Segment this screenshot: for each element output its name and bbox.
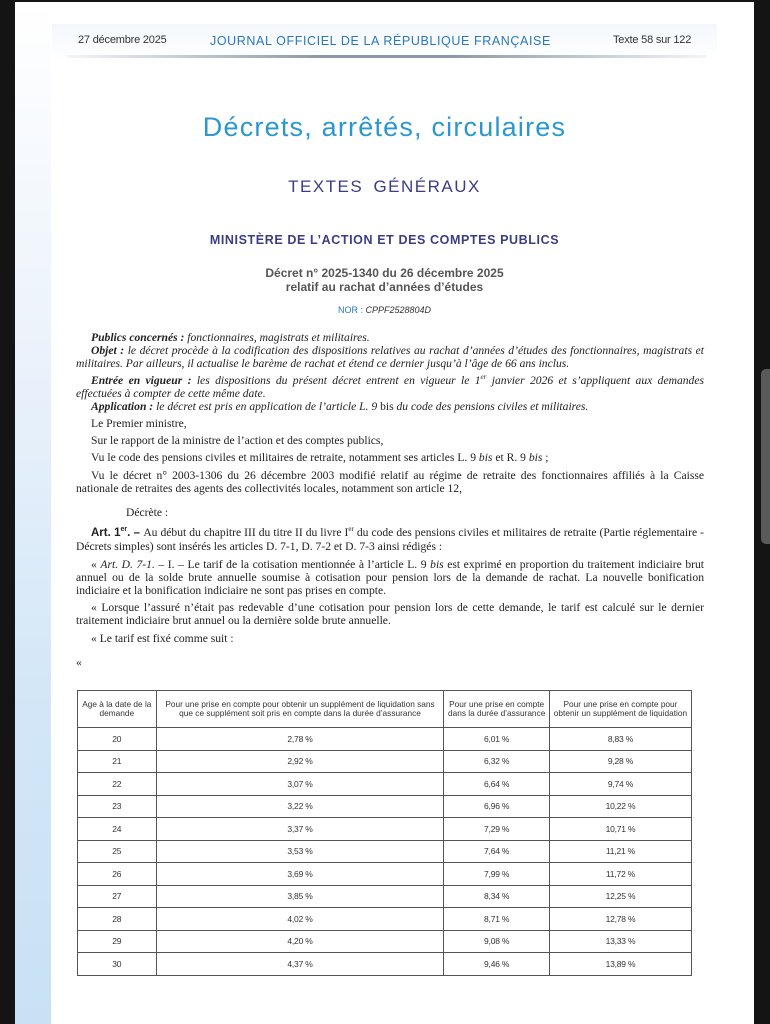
header-journal-name: JOURNAL OFFICIEL DE LA RÉPUBLIQUE FRANÇAISE <box>210 34 551 48</box>
table-row: 29 4,20 % 9,08 % 13,33 % <box>78 930 692 953</box>
document-page <box>15 2 754 1024</box>
table-row: 27 3,85 % 8,34 % 12,25 % <box>78 885 692 908</box>
scrollbar-thumb[interactable] <box>761 369 770 544</box>
table-row: 25 3,53 % 7,64 % 11,21 % <box>78 840 692 863</box>
decree-title-line2: relatif au rachat d’années d’études <box>285 280 484 294</box>
header-supplement-liquidation: Pour une prise en compte pour obtenir un supplément de liquidation <box>549 691 691 728</box>
table-row: 26 3,69 % 7,99 % 11,72 % <box>78 863 692 886</box>
nor-label: NOR : <box>337 305 366 315</box>
header-text-count: Texte 58 sur 122 <box>613 34 692 46</box>
summary-objet: Objet : le décret procède à la codification des dispositions relatives au rachat d’années d’études des fonctionnaires, magistrats et militaires. Par ailleurs, il actualise le barème de rachat et étend ce dernier jusqu’à l’âge de 66 ans inclus. <box>76 344 704 371</box>
summary-publics: Publics concernés : fonctionnaires, magistrats et militaires. <box>91 331 370 344</box>
visa-decret: Vu le décret n° 2003-1306 du 26 décembre 2003 modifié relatif au régime de retraite des fonctionnaires affiliés à la Caisse nationale de retraites des agents des collectivités locales, notamment son article 12, <box>76 468 704 495</box>
page-margin-strip <box>15 2 51 1024</box>
tarif-table <box>77 690 692 976</box>
nor-reference <box>15 305 754 315</box>
decrete: Décrète : <box>126 506 169 520</box>
article-d71: « Art. D. 7-1. – I. – Le tarif de la cotisation mentionnée à l’article L. 9 bis est exprimé en proportion du traitement indiciaire brut annuel ou de la solde brute annuelle soumise à cotisation pour pension lors de la demande de rachat. La nouvelle bonification indiciaire et la bonification indiciaire ne sont pas prises en compte. <box>76 557 705 597</box>
visa-code: Vu le code des pensions civiles et militaires de retraite, notamment ses articles L. 9 bis et R. 9 bis ; <box>91 451 549 465</box>
table-row: 23 3,22 % 6,96 % 10,22 % <box>78 795 692 818</box>
open-quote: « <box>76 655 82 669</box>
page-title: Décrets, arrêtés, circulaires <box>202 112 567 142</box>
article-d71-lorsque: « Lorsque l’assuré n’était pas redevable d’une cotisation pour pension lors de cette demande, le tarif est calculé sur le dernier traitement indiciaire brut annuel ou la dernière solde brute annuelle. <box>76 601 704 628</box>
table-row: 21 2,92 % 6,32 % 9,28 % <box>78 750 692 773</box>
section-title: TEXTES GÉNÉRAUX <box>288 177 481 196</box>
table-row: 24 3,37 % 7,29 % 10,71 % <box>78 818 692 841</box>
visa-premier-ministre: Le Premier ministre, <box>91 417 187 431</box>
header-date: 27 décembre 2025 <box>78 34 167 46</box>
nor-value: CPPF2528804D <box>365 305 432 315</box>
header-duree-assurance: Pour une prise en compte dans la durée d’assurance <box>444 691 550 728</box>
table-row: 30 4,37 % 9,46 % 13,89 % <box>78 953 692 976</box>
table-row: 22 3,07 % 6,64 % 9,74 % <box>78 773 692 796</box>
summary-application: Application : le décret est pris en application de l’article L. 9 bis du code des pensions civiles et militaires. <box>91 399 589 413</box>
summary-entree: Entrée en vigueur : les dispositions du présent décret entrent en vigueur le 1er janvier 2026 et s’appliquent aux demandes effectuées à compter de cette même date. <box>76 372 705 400</box>
header-divider <box>67 55 707 58</box>
ministry-heading: MINISTÈRE DE L’ACTION ET DES COMPTES PUBLICS <box>209 233 560 247</box>
decree-title-line1: Décret n° 2025-1340 du 26 décembre 2025 <box>265 266 504 280</box>
decree-body <box>76 331 704 669</box>
table-row: 28 4,02 % 8,71 % 12,78 % <box>78 908 692 931</box>
decree-title <box>15 266 754 294</box>
table-row: 20 2,78 % 6,01 % 8,83 % <box>78 728 692 751</box>
article-d71-tarif: « Le tarif est fixé comme suit : <box>91 631 234 645</box>
visa-rapport: Sur le rapport de la ministre de l’action et des comptes publics, <box>91 434 384 448</box>
header-supplement-sans-duree: Pour une prise en compte pour obtenir un supplément de liquidation sans que ce supplément soit pris en compte dans la durée d’assurance <box>156 691 444 728</box>
article-1: Art. 1er. – Au début du chapitre III du titre II du livre Ier du code des pensions civiles et militaires de retraite (Partie réglementaire - Décrets simples) sont insérés les articles D. 7-1, D. 7-2 et D. 7-3 ainsi rédigés : <box>76 525 705 554</box>
article-1-label: Art. 1er. – <box>91 526 144 540</box>
header-age: Age à la date de la demande <box>78 691 157 728</box>
table-header-row <box>78 691 692 728</box>
